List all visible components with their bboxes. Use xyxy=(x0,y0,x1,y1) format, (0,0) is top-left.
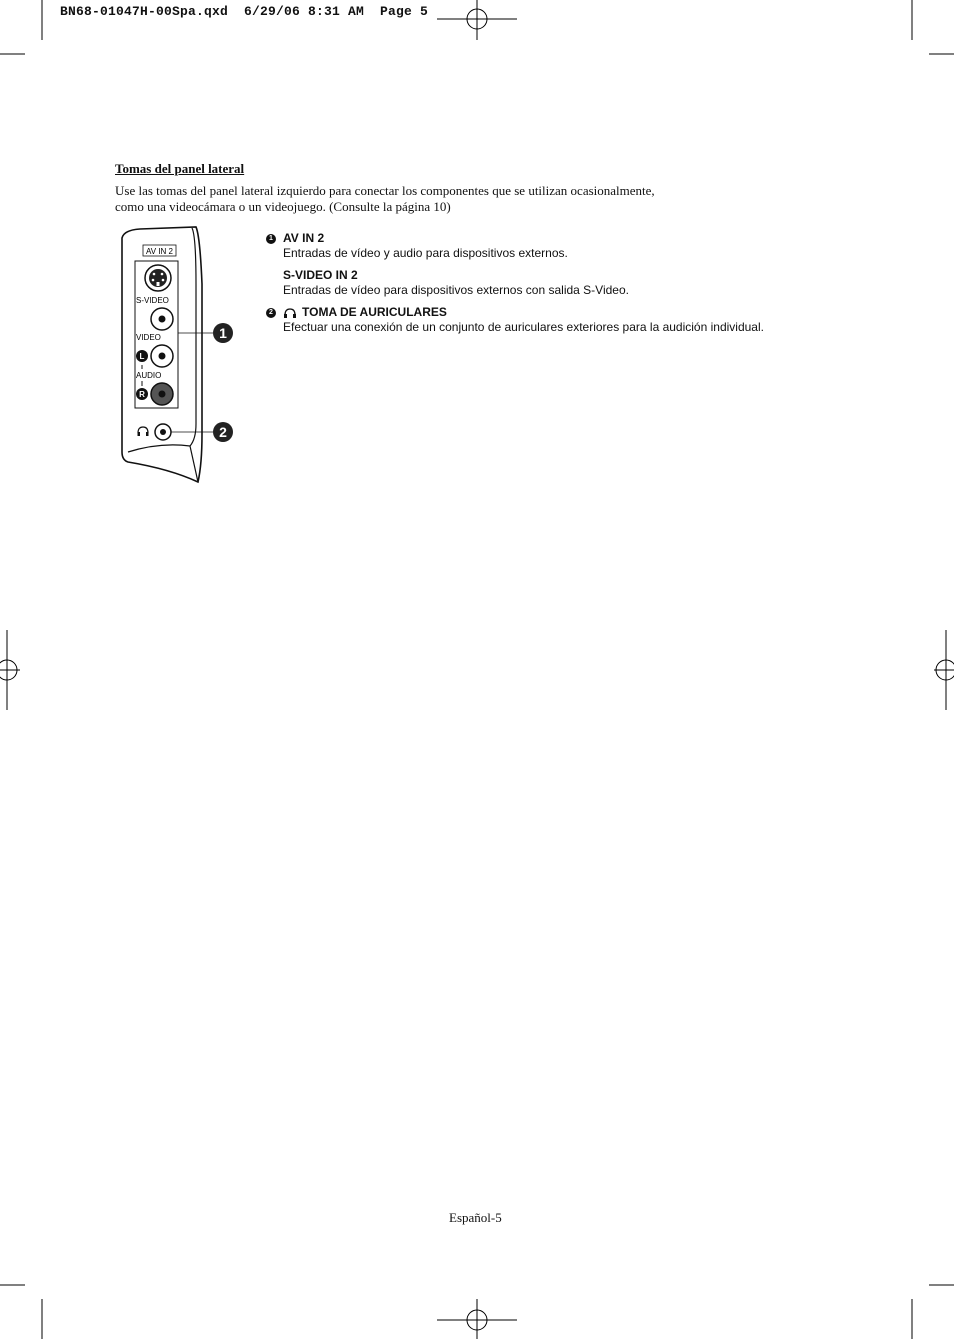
item-headphones xyxy=(266,305,886,335)
item-av-in-2 xyxy=(266,231,886,298)
item-title: AV IN 2 xyxy=(283,231,325,245)
av-in-label: AV IN 2 xyxy=(146,247,173,256)
item-title: TOMA DE AURICULARES xyxy=(302,305,447,319)
item-title-row xyxy=(283,305,886,320)
callout-number-2: 2 xyxy=(219,424,227,440)
intro-line-1: Use las tomas del panel lateral izquierdo para conectar los componentes que se utilizan ocasionalmente, xyxy=(115,183,655,198)
jack-descriptions xyxy=(266,231,886,342)
audio-label: AUDIO xyxy=(136,371,162,380)
file-slug: BN68-01047H-00Spa.qxd 6/29/06 8:31 AM Page 5 xyxy=(60,4,429,19)
item-subtitle: S-VIDEO IN 2 xyxy=(283,268,358,282)
intro-line-2: como una videocámara o un videojuego. (Consulte la página 10) xyxy=(115,199,451,214)
intro-paragraph xyxy=(115,183,715,215)
video-label: VIDEO xyxy=(136,333,161,342)
section-title: Tomas del panel lateral xyxy=(115,161,245,176)
item-description: Entradas de vídeo y audio para dispositivos externos. xyxy=(283,246,568,260)
page-number: Español-5 xyxy=(449,1210,502,1225)
left-badge-label: L xyxy=(139,352,145,361)
s-video-label: S-VIDEO xyxy=(136,296,169,305)
right-badge-label: R xyxy=(139,390,145,399)
callout-number-1: 1 xyxy=(219,325,227,341)
item-number-badge: 1 xyxy=(266,234,276,244)
headphone-icon xyxy=(283,307,297,319)
item-subdescription: Entradas de vídeo para dispositivos externos con salida S-Video. xyxy=(283,283,629,297)
item-description: Efectuar una conexión de un conjunto de auriculares exteriores para la audición individual. xyxy=(283,320,764,334)
item-number-badge: 2 xyxy=(266,308,276,318)
side-panel-illustration xyxy=(110,224,260,486)
